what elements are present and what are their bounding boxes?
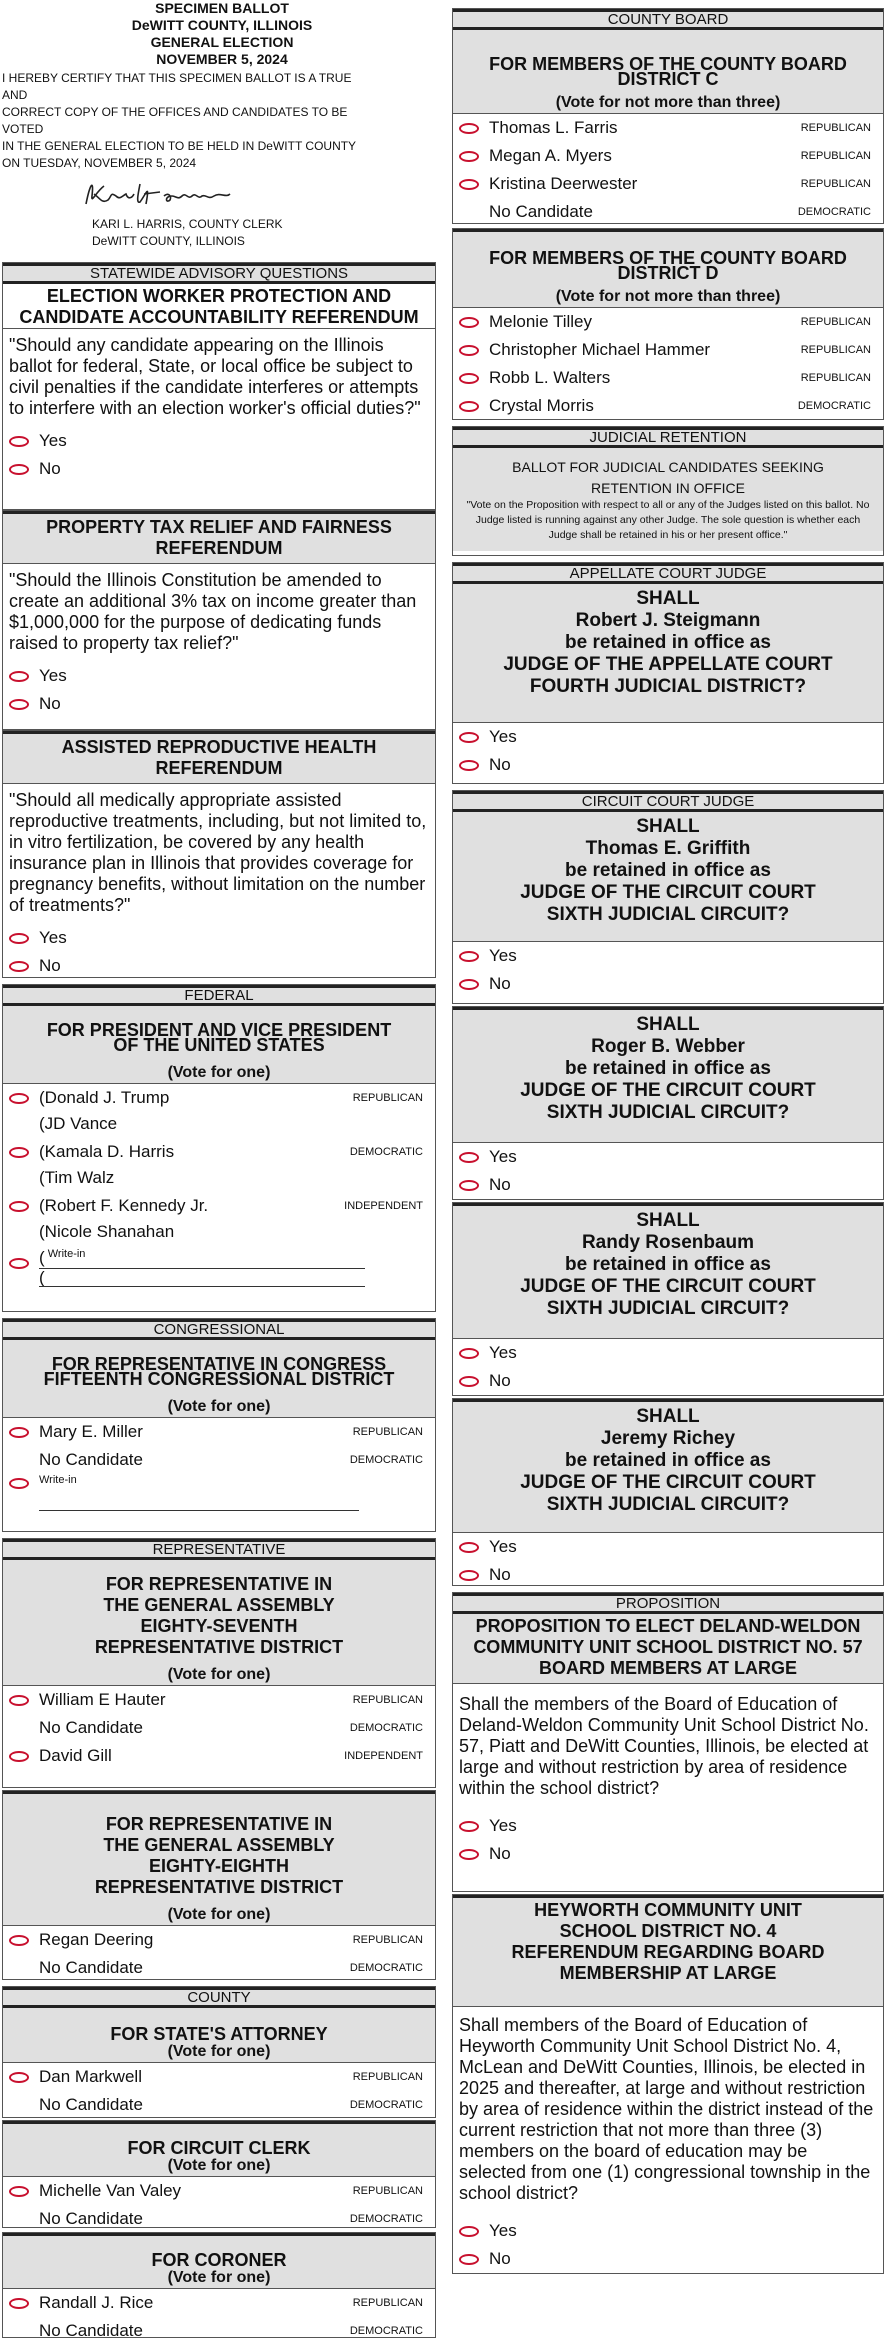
vote-oval[interactable] (459, 732, 479, 743)
option-no[interactable]: No (3, 952, 435, 980)
circuit-clerk-section (2, 2120, 436, 2228)
header-line: DeWITT COUNTY, ILLINOIS (131, 17, 313, 33)
candidate-kennedy-shanahan[interactable]: (Robert F. Kennedy Jr. INDEPENDENT (3, 1192, 435, 1220)
candidate-crystal-morris[interactable]: Crystal Morris DEMOCRATIC (453, 392, 883, 420)
write-in-line[interactable] (39, 1510, 359, 1511)
vote-oval[interactable] (9, 1201, 29, 1212)
vote-oval[interactable] (9, 1751, 29, 1762)
candidate-robb-walters[interactable]: Robb L. Walters REPUBLICAN (453, 364, 883, 392)
vote-oval[interactable] (9, 961, 29, 972)
vote-oval[interactable] (459, 123, 479, 134)
vote-oval[interactable] (9, 1427, 29, 1438)
write-in-line[interactable] (39, 1286, 365, 1287)
candidate-thomas-farris[interactable]: Thomas L. Farris REPUBLICAN (453, 114, 883, 142)
vote-oval[interactable] (9, 1695, 29, 1706)
question-text: "Should the Illinois Constitution be amended to create an additional 3% tax on income greater than $1,000,000 for the purpose of dedicating funds raised to property tax relief?" (9, 570, 417, 653)
judicial-intro: BALLOT FOR JUDICIAL CANDIDATES SEEKING RETENTION IN OFFICE "Vote on the Proposition with respect to all or any of the Judges listed on this ballot. No Judge listed is running against any other Judge. The sole question is whether each Judge shall be retained in his or her present office." (453, 448, 883, 551)
option-yes[interactable]: Yes (3, 924, 435, 952)
vote-oval[interactable] (459, 401, 479, 412)
contest-title: FOR STATE'S ATTORNEY (Vote for one) (3, 2008, 435, 2063)
option-yes[interactable]: Yes (453, 1533, 883, 1561)
vote-oval[interactable] (459, 979, 479, 990)
question-text: "Should any candidate appearing on the Illinois ballot for federal, State, or local office be subject to civil penalties if the candidate interferes or attempts to interfere with an election worker's official duties?" (3, 328, 435, 427)
vote-oval[interactable] (459, 1152, 479, 1163)
header-line: GENERAL ELECTION (150, 34, 294, 50)
write-in-line[interactable] (39, 1268, 365, 1269)
option-yes[interactable]: Yes (3, 662, 435, 690)
candidate-regan-deering[interactable]: Regan Deering REPUBLICAN (3, 1926, 435, 1954)
referendum-title: ELECTION WORKER PROTECTION AND CANDIDATE ACCOUNTABILITY REFERENDUM (3, 284, 435, 328)
section-band: CONGRESSIONAL (3, 1319, 435, 1340)
vote-oval[interactable] (9, 1935, 29, 1946)
vote-oval[interactable] (9, 933, 29, 944)
contest-title: FOR CIRCUIT CLERK (Vote for one) (3, 2121, 435, 2177)
congressional-section (2, 1318, 436, 1532)
candidate-dan-markwell[interactable]: Dan Markwell REPUBLICAN (3, 2063, 435, 2091)
county-board-d-section (452, 228, 884, 420)
candidate-harris-walz[interactable]: (Kamala D. Harris DEMOCRATIC (3, 1138, 435, 1166)
header-line: SPECIMEN BALLOT (155, 0, 289, 16)
running-mate: (Tim Walz (39, 1168, 115, 1187)
option-yes[interactable]: Yes (453, 1143, 883, 1171)
section-band: COUNTY (3, 1987, 435, 2008)
vote-oval[interactable] (9, 1147, 29, 1158)
vote-oval[interactable] (459, 2226, 479, 2237)
contest-title: FOR MEMBERS OF THE COUNTY BOARD DISTRICT D (Vote for not more than three) (453, 229, 883, 308)
coroner-section (2, 2232, 436, 2338)
proposition-heyworth (452, 1894, 884, 2274)
vote-oval[interactable] (9, 699, 29, 710)
option-no[interactable]: No (453, 751, 883, 779)
proposition-text: Shall the members of the Board of Education of Deland-Weldon Community Unit School District No. 57, Piatt and DeWitt Counties, Illinois, be elected at large and without restriction by area of residence within the school district? (459, 1694, 869, 1798)
vote-oval[interactable] (9, 2298, 29, 2309)
representative-88-section (2, 1790, 436, 1980)
section-band: COUNTY BOARD (453, 9, 883, 30)
vote-oval[interactable] (459, 2254, 479, 2265)
vote-oval[interactable] (9, 464, 29, 475)
no-candidate: No Candidate DEMOCRATIC (39, 1450, 423, 1469)
retention-question: SHALL Robert J. Steigmann be retained in office as JUDGE OF THE APPELLATE COURT FOURTH JUDICIAL DISTRICT? (453, 584, 883, 723)
running-mate: (Nicole Shanahan (39, 1222, 175, 1241)
ballot-header (2, 0, 442, 250)
section-band: PROPOSITION (453, 1593, 883, 1614)
contest-title: FOR MEMBERS OF THE COUNTY BOARD DISTRICT C (Vote for not more than three) (453, 30, 883, 114)
section-band: STATEWIDE ADVISORY QUESTIONS (3, 263, 435, 284)
write-in-president[interactable]: ( Write-in ( (3, 1246, 435, 1286)
contest-title: FOR REPRESENTATIVE IN CONGRESS FIFTEENTH CONGRESSIONAL DISTRICT (Vote for one) (3, 1340, 435, 1418)
candidate-randall-rice[interactable]: Randall J. Rice REPUBLICAN (3, 2289, 435, 2317)
candidate-trump-vance[interactable]: (Donald J. Trump REPUBLICAN (3, 1084, 435, 1112)
vote-oval[interactable] (9, 2072, 29, 2083)
option-yes[interactable]: Yes (3, 427, 435, 455)
appellate-section (452, 562, 884, 784)
representative-section (2, 1538, 436, 1788)
vote-oval[interactable] (9, 436, 29, 447)
retention-question: SHALL Jeremy Richey be retained in office as JUDGE OF THE CIRCUIT COURT SIXTH JUDICIAL CIRCUIT? (453, 1399, 883, 1533)
section-band: REPRESENTATIVE (3, 1539, 435, 1560)
vote-oval[interactable] (9, 2186, 29, 2197)
section-band: APPELLATE COURT JUDGE (453, 563, 883, 584)
running-mate: (JD Vance (39, 1114, 118, 1133)
federal-section (2, 984, 436, 1312)
referendum-title: ASSISTED REPRODUCTIVE HEALTH REFERENDUM (3, 731, 435, 784)
county-section (2, 1986, 436, 2118)
clerk-signature (2, 172, 442, 216)
retention-question: SHALL Thomas E. Griffith be retained in office as JUDGE OF THE CIRCUIT COURT SIXTH JUDICIAL CIRCUIT? (453, 812, 883, 942)
option-yes[interactable]: Yes (453, 723, 883, 751)
circuit-rosenbaum-section (452, 1202, 884, 1396)
vote-oval[interactable] (459, 1376, 479, 1387)
contest-title: FOR PRESIDENT AND VICE PRESIDENT OF THE UNITED STATES (Vote for one) (3, 1006, 435, 1084)
vote-oval[interactable] (459, 1180, 479, 1191)
no-candidate: No Candidate DEMOCRATIC (39, 2321, 423, 2340)
vote-oval[interactable] (459, 345, 479, 356)
candidate-mary-miller[interactable]: Mary E. Miller REPUBLICAN (3, 1418, 435, 1446)
vote-oval[interactable] (459, 951, 479, 962)
retention-question: SHALL Randy Rosenbaum be retained in office as JUDGE OF THE CIRCUIT COURT SIXTH JUDICIAL CIRCUIT? (453, 1203, 883, 1339)
contest-title: FOR CORONER (Vote for one) (3, 2233, 435, 2289)
referendum-reproductive-health (2, 730, 436, 978)
vote-oval[interactable] (9, 671, 29, 682)
vote-oval[interactable] (459, 760, 479, 771)
statewide-section (2, 262, 436, 510)
option-yes[interactable]: Yes (453, 942, 883, 970)
candidate-megan-myers[interactable]: Megan A. Myers REPUBLICAN (453, 142, 883, 170)
contest-title: FOR REPRESENTATIVE IN THE GENERAL ASSEMBLY EIGHTY-SEVENTH REPRESENTATIVE DISTRICT (Vote for one) (3, 1560, 435, 1686)
vote-oval[interactable] (9, 1478, 29, 1489)
vote-oval[interactable] (459, 373, 479, 384)
clerk-name: KARI L. HARRIS, COUNTY CLERK DeWITT COUNTY, ILLINOIS (92, 217, 283, 248)
no-candidate: No Candidate DEMOCRATIC (489, 202, 871, 221)
circuit-webber-section (452, 1006, 884, 1200)
contest-title: FOR REPRESENTATIVE IN THE GENERAL ASSEMBLY EIGHTY-EIGHTH REPRESENTATIVE DISTRICT (Vote for one) (3, 1791, 435, 1926)
option-no[interactable]: No (453, 970, 883, 998)
no-candidate: No Candidate DEMOCRATIC (39, 2209, 423, 2228)
candidate-william-hauter[interactable]: William E Hauter REPUBLICAN (3, 1686, 435, 1714)
vote-oval[interactable] (459, 1821, 479, 1832)
header-title (2, 0, 442, 68)
question-text: "Should all medically appropriate assisted reproductive treatments, including, but not limited to, in vitro fertilization, be covered by any health insurance plan in Illinois that provides coverage for pregnancy benefits, without limitation on the number of treatments?" (9, 790, 427, 915)
option-no[interactable]: No (453, 1840, 883, 1868)
section-band: FEDERAL (3, 985, 435, 1006)
header-line: NOVEMBER 5, 2024 (156, 51, 288, 67)
vote-oval[interactable] (9, 1258, 29, 1269)
option-yes[interactable]: Yes (453, 1812, 883, 1840)
section-band: CIRCUIT COURT JUDGE (453, 791, 883, 812)
option-no[interactable]: No (453, 1171, 883, 1199)
candidate-christopher-hammer[interactable]: Christopher Michael Hammer REPUBLICAN (453, 336, 883, 364)
vote-oval[interactable] (459, 1570, 479, 1581)
retention-question: SHALL Roger B. Webber be retained in office as JUDGE OF THE CIRCUIT COURT SIXTH JUDICIAL CIRCUIT? (453, 1007, 883, 1143)
vote-oval[interactable] (459, 1849, 479, 1860)
proposition-title: PROPOSITION TO ELECT DELAND-WELDON COMMUNITY UNIT SCHOOL DISTRICT NO. 57 BOARD MEMBERS AT LARGE (453, 1614, 883, 1684)
option-yes[interactable]: Yes (453, 2217, 883, 2245)
option-no[interactable]: No (453, 2245, 883, 2273)
proposition-deland-weldon (452, 1592, 884, 1892)
judicial-retention-section (452, 426, 884, 556)
vote-oval[interactable] (459, 317, 479, 328)
vote-oval[interactable] (9, 1093, 29, 1104)
vote-oval[interactable] (459, 1542, 479, 1553)
write-in-congress[interactable]: Write-in (3, 1474, 435, 1514)
signature-image (80, 174, 240, 214)
no-candidate: No Candidate DEMOCRATIC (39, 2095, 423, 2114)
candidate-melonie-tilley[interactable]: Melonie Tilley REPUBLICAN (453, 308, 883, 336)
referendum-property-tax (2, 510, 436, 730)
option-yes[interactable]: Yes (453, 1339, 883, 1367)
vote-oval[interactable] (459, 151, 479, 162)
referendum-title: PROPERTY TAX RELIEF AND FAIRNESS REFERENDUM (3, 511, 435, 564)
option-no[interactable]: No (453, 1561, 883, 1589)
circuit-griffith-section (452, 790, 884, 1004)
no-candidate: No Candidate DEMOCRATIC (39, 1718, 423, 1737)
option-no[interactable]: No (3, 690, 435, 718)
section-band: JUDICIAL RETENTION (453, 427, 883, 448)
vote-oval[interactable] (459, 179, 479, 190)
candidate-kristina-deerwester[interactable]: Kristina Deerwester REPUBLICAN (453, 170, 883, 198)
county-board-c-section (452, 8, 884, 224)
option-no[interactable]: No (3, 455, 435, 483)
no-candidate: No Candidate DEMOCRATIC (39, 1958, 423, 1977)
proposition-title: HEYWORTH COMMUNITY UNIT SCHOOL DISTRICT NO. 4 REFERENDUM REGARDING BOARD MEMBERSHIP AT LARGE (453, 1895, 883, 2007)
vote-oval[interactable] (459, 1348, 479, 1359)
option-no[interactable]: No (453, 1367, 883, 1395)
proposition-text: Shall members of the Board of Education of Heyworth Community Unit School District No. 4, McLean and DeWitt Counties, Illinois, be elected in 2025 and thereafter, at large and without restriction by area of residence within the district instead of the current restriction that not more than three (3) members on the board of education may be selected from one (1) congressional township in the school district? (459, 2015, 874, 2203)
certification-text: I HEREBY CERTIFY THAT THIS SPECIMEN BALLOT IS A TRUE AND CORRECT COPY OF THE OFFICES AND CANDIDATES TO BE VOTED IN THE GENERAL ELECTION TO BE HELD IN DeWITT COUNTY ON TUESDAY, NOVEMBER 5, 2024 (2, 71, 357, 170)
candidate-michelle-van-valey[interactable]: Michelle Van Valey REPUBLICAN (3, 2177, 435, 2205)
candidate-david-gill[interactable]: David Gill INDEPENDENT (3, 1742, 435, 1770)
circuit-richey-section (452, 1398, 884, 1586)
